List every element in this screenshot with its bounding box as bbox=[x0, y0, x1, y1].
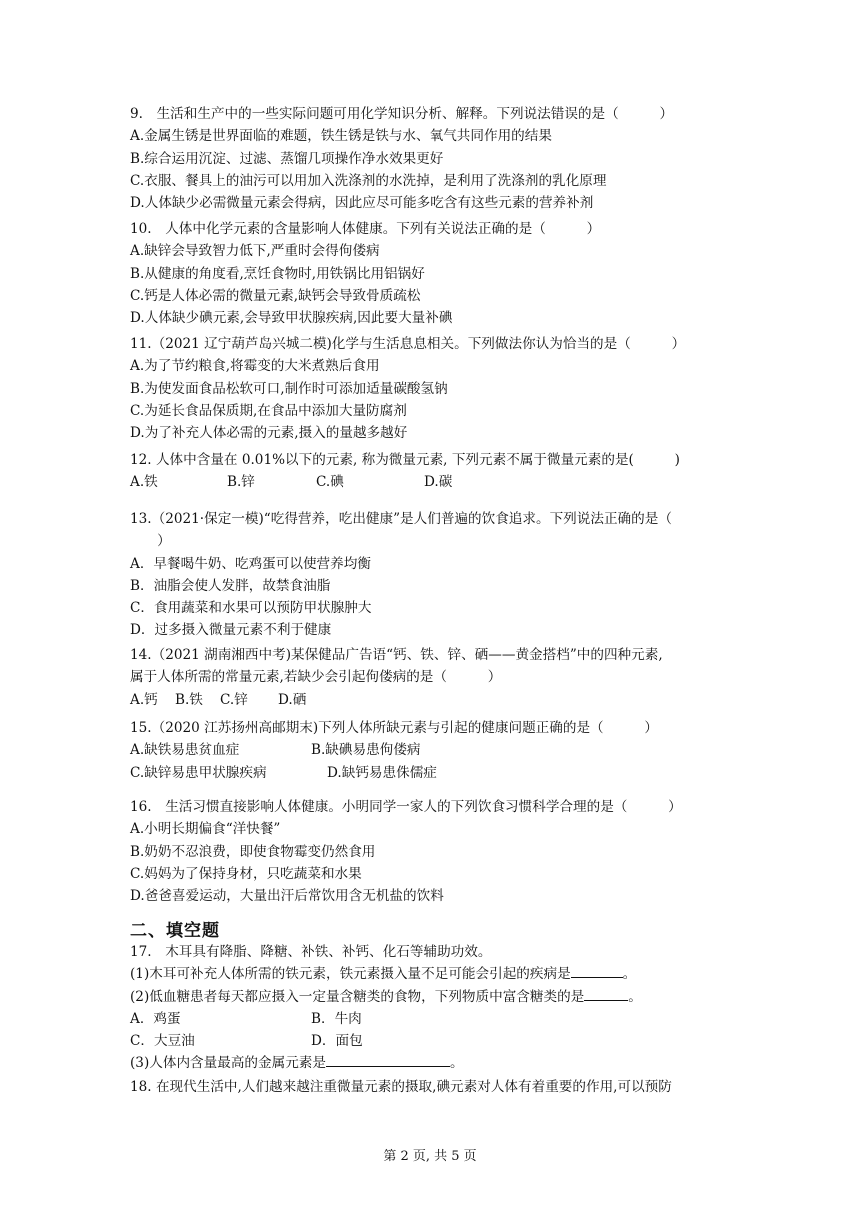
question-13 bbox=[130, 508, 750, 642]
option-c: C.妈妈为了保持身材，只吃蔬菜和水果 bbox=[130, 865, 362, 882]
option-d: D．面包 bbox=[311, 1033, 363, 1050]
option-a: A.为了节约粮食,将霉变的大米煮熟后食用 bbox=[130, 358, 380, 375]
question-stem: 18. 在现代生活中,人们越来越注重微量元素的摄取,碘元素对人体有着重要的作用,可以预防 bbox=[130, 1079, 672, 1095]
section-title: 二、填空题 bbox=[130, 921, 220, 941]
sub-question-text: (1)木耳可补充人体所需的铁元素，铁元素摄入量不足可能会引起的疾病是 bbox=[130, 966, 571, 983]
option-d: D.人体缺少必需微量元素会得病，因此应尽可能多吃含有这些元素的营养补剂 bbox=[130, 195, 594, 212]
option-c: C.为延长食品保质期,在食品中添加大量防腐剂 bbox=[130, 402, 407, 419]
option-d: D.人体缺少碘元素,会导致甲状腺疾病,因此要大量补碘 bbox=[130, 310, 453, 327]
question-10 bbox=[130, 218, 750, 329]
question-stem: 16. 生活习惯直接影响人体健康。小明同学一家人的下列饮食习惯科学合理的是（ ） bbox=[130, 799, 682, 815]
option-c: C.钙是人体必需的微量元素,缺钙会导致骨质疏松 bbox=[130, 287, 421, 304]
option-d: D.碳 bbox=[424, 474, 453, 491]
question-stem: 10. 人体中化学元素的含量影响人体健康。下列有关说法正确的是（ ） bbox=[130, 221, 601, 237]
option-a: A.缺铁易患贫血症 bbox=[130, 742, 240, 759]
sub-question-text: (2)低血糖患者每天都应摄入一定量含糖类的食物，下列物质中富含糖类的是 bbox=[130, 988, 585, 1005]
option-b: B.从健康的角度看,烹饪食物时,用铁锅比用铝锅好 bbox=[130, 265, 425, 282]
options-row bbox=[130, 471, 750, 493]
page-footer: 第 2 页, 共 5 页 bbox=[383, 1149, 477, 1164]
question-stem: 15.（2020 江苏扬州高邮期末)下列人体所缺元素与引起的健康问题正确的是（ ） bbox=[130, 720, 659, 736]
question-12 bbox=[130, 449, 750, 494]
option-a: A.铁 bbox=[130, 474, 158, 491]
option-a: A.钙 bbox=[130, 691, 158, 708]
answer-blank[interactable] bbox=[584, 986, 628, 1001]
options-row bbox=[130, 689, 750, 711]
options-row-1 bbox=[130, 739, 750, 761]
sub-question-2 bbox=[130, 986, 750, 1008]
option-a: A.金属生锈是世界面临的难题，铁生锈是铁与水、氧气共同作用的结果 bbox=[130, 128, 552, 145]
option-b: B.为使发面食品松软可口,制作时可添加适量碳酸氢钠 bbox=[130, 380, 448, 397]
question-17 bbox=[130, 941, 750, 1075]
option-b: B.缺碘易患佝偻病 bbox=[311, 742, 421, 759]
option-d: D．过多摄入微量元素不利于健康 bbox=[130, 622, 332, 639]
question-11 bbox=[130, 333, 750, 444]
option-d: D.爸爸喜爱运动，大量出汗后常饮用含无机盐的饮料 bbox=[130, 888, 444, 905]
option-d: D.为了补充人体必需的元素,摄入的量越多越好 bbox=[130, 425, 408, 442]
question-18 bbox=[130, 1076, 750, 1098]
option-c: C．大豆油 bbox=[130, 1033, 195, 1050]
question-14 bbox=[130, 644, 750, 711]
options-row-2 bbox=[130, 762, 750, 784]
options-row-1 bbox=[130, 1008, 750, 1030]
option-a: A．早餐喝牛奶、吃鸡蛋可以使营养均衡 bbox=[130, 555, 371, 572]
sub-question-1 bbox=[130, 963, 750, 985]
question-15 bbox=[130, 717, 750, 784]
option-b: B.综合运用沉淀、过滤、蒸馏几项操作净水效果更好 bbox=[130, 150, 444, 167]
question-9 bbox=[130, 103, 750, 214]
option-a: A.小明长期偏食“洋快餐” bbox=[130, 821, 281, 838]
option-c: C.衣服、餐具上的油污可以用加入洗涤剂的水洗掉，是利用了洗涤剂的乳化原理 bbox=[130, 172, 607, 189]
question-stem: 11.（2021 辽宁葫芦岛兴城二模)化学与生活息息相关。下列做法你认为恰当的是（ ） bbox=[130, 336, 686, 352]
option-a: A.缺锌会导致智力低下,严重时会得佝偻病 bbox=[130, 243, 380, 260]
option-b: B.铁 bbox=[175, 691, 203, 708]
question-16 bbox=[130, 796, 750, 907]
sub-question-end: 。 bbox=[622, 966, 637, 983]
option-b: B.奶奶不忍浪费，即使食物霉变仍然食用 bbox=[130, 843, 376, 860]
option-d: D.缺钙易患侏儒症 bbox=[327, 764, 437, 781]
question-stem: 13.（2021·保定一模)“吃得营养，吃出健康”是人们普遍的饮食追求。下列说法正确的是（ bbox=[130, 511, 672, 527]
option-c: C.缺锌易患甲状腺疾病 bbox=[130, 764, 267, 781]
option-a: A．鸡蛋 bbox=[130, 1010, 181, 1027]
option-b: B．牛肉 bbox=[311, 1010, 362, 1027]
sub-question-end: 。 bbox=[628, 988, 642, 1005]
answer-blank[interactable] bbox=[571, 963, 623, 978]
option-c: C．食用蔬菜和水果可以预防甲状腺肿大 bbox=[130, 600, 372, 617]
option-c: C.锌 bbox=[220, 691, 248, 708]
question-stem-cont: ） bbox=[130, 533, 171, 550]
question-stem: 17. 木耳具有降脂、降糖、补铁、补钙、化石等辅助功效。 bbox=[130, 944, 492, 960]
sub-question-end: 。 bbox=[449, 1055, 464, 1072]
question-stem: 14.（2021 湖南湘西中考)某保健品广告语“钙、铁、锌、硒——黄金搭档”中的四种元素, bbox=[130, 647, 663, 663]
sub-question-text: (3)人体内含量最高的金属元素是 bbox=[130, 1055, 326, 1072]
sub-question-3 bbox=[130, 1052, 750, 1074]
option-b: B.锌 bbox=[227, 474, 255, 491]
options-row-2 bbox=[130, 1030, 750, 1052]
question-stem: 9. 生活和生产中的一些实际问题可用化学知识分析、解释。下列说法错误的是（ ） bbox=[130, 106, 674, 122]
question-stem: 12. 人体中含量在 0.01%以下的元素, 称为微量元素, 下列元素不属于微量元素的是( ) bbox=[130, 452, 680, 468]
question-stem-cont: 属于人体所需的常量元素,若缺少会引起佝偻病的是（ ） bbox=[130, 669, 502, 686]
option-c: C.碘 bbox=[316, 474, 344, 491]
option-b: B．油脂会使人发胖，故禁食油脂 bbox=[130, 577, 331, 594]
answer-blank[interactable] bbox=[326, 1052, 450, 1067]
option-d: D.硒 bbox=[278, 691, 307, 708]
